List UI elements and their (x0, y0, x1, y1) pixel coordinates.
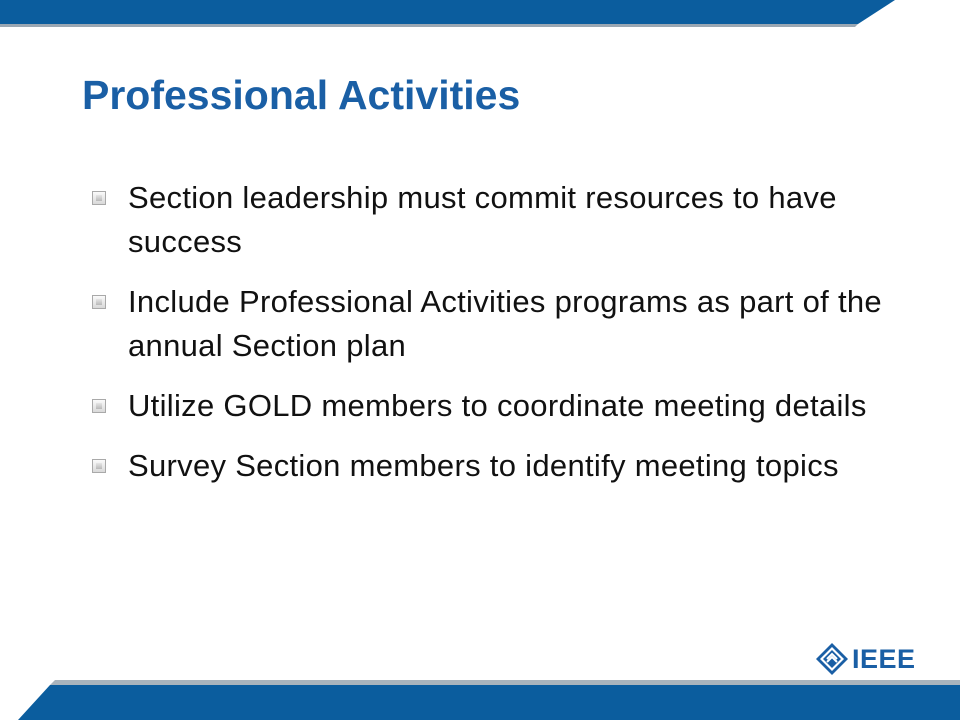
slide-title: Professional Activities (82, 72, 521, 118)
bottom-decorative-band (0, 680, 960, 720)
bullet-text: Include Professional Activities programs as part of the annual Section plan (128, 284, 882, 363)
bullet-item (92, 444, 892, 488)
bullet-square-icon (92, 295, 106, 309)
bullet-square-icon (92, 459, 106, 473)
bullet-item (92, 280, 892, 368)
bullet-square-icon (92, 191, 106, 205)
bullet-item (92, 384, 892, 428)
top-decorative-band (0, 0, 960, 28)
ieee-logo-text: IEEE (852, 643, 916, 674)
bullet-list (92, 176, 892, 504)
bullet-text: Survey Section members to identify meeting topics (128, 448, 839, 483)
bullet-item (92, 176, 892, 264)
bullet-text: Utilize GOLD members to coordinate meeting details (128, 388, 867, 423)
ieee-diamond-icon (815, 642, 849, 676)
bullet-square-icon (92, 399, 106, 413)
ieee-logo (815, 640, 935, 678)
bullet-text: Section leadership must commit resources to have success (128, 180, 837, 259)
